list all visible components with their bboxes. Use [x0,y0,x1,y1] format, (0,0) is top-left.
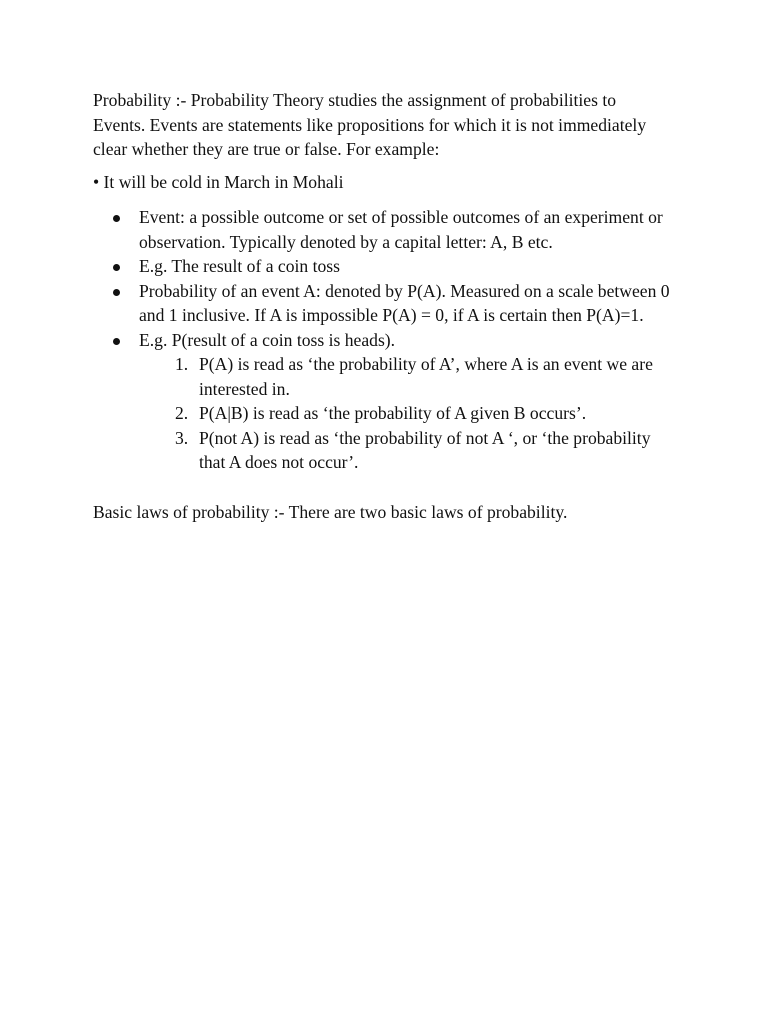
numbered-item-text: P(not A) is read as ‘the probability of not A ‘, or ‘the probability that A does not occur’. [199,427,651,472]
bullet-item-heads-text: E.g. P(result of a coin toss is heads). [139,329,396,350]
numbered-marker: 2. [175,403,189,423]
intro-paragraph: Probability :- Probability Theory studies the assignment of probabilities to Events. Events are statements like propositions for which it is not immediately clear whether they are true or false. For example: [93,90,647,159]
example-line: • It will be cold in March in Mohali [93,171,344,192]
numbered-marker: 1. [175,354,189,374]
bullet-item-event: Event: a possible outcome or set of possible outcomes of an experiment or observation. Typically denoted by a capital letter: A, B etc. [139,205,679,254]
numbered-item [175,426,664,475]
bullet-item-probability-definition: Probability of an event A: denoted by P(A). Measured on a scale between 0 and 1 inclusive. If A is impossible P(A) = 0, if A is certain then P(A)=1. [139,279,679,328]
numbered-list [139,352,679,475]
document-page [93,88,683,524]
numbered-item [175,401,664,426]
numbered-item-text: P(A) is read as ‘the probability of A’, where A is an event we are interested in. [199,354,653,399]
basic-laws-paragraph: Basic laws of probability :- There are two basic laws of probability. [93,501,568,522]
numbered-item-text: P(A|B) is read as ‘the probability of A given B occurs’. [199,403,587,423]
numbered-item [175,352,664,401]
bullet-item-heads-example [139,328,679,475]
bullet-list [93,205,683,475]
numbered-marker: 3. [175,427,189,448]
bullet-item-coin-toss: E.g. The result of a coin toss [139,254,679,279]
